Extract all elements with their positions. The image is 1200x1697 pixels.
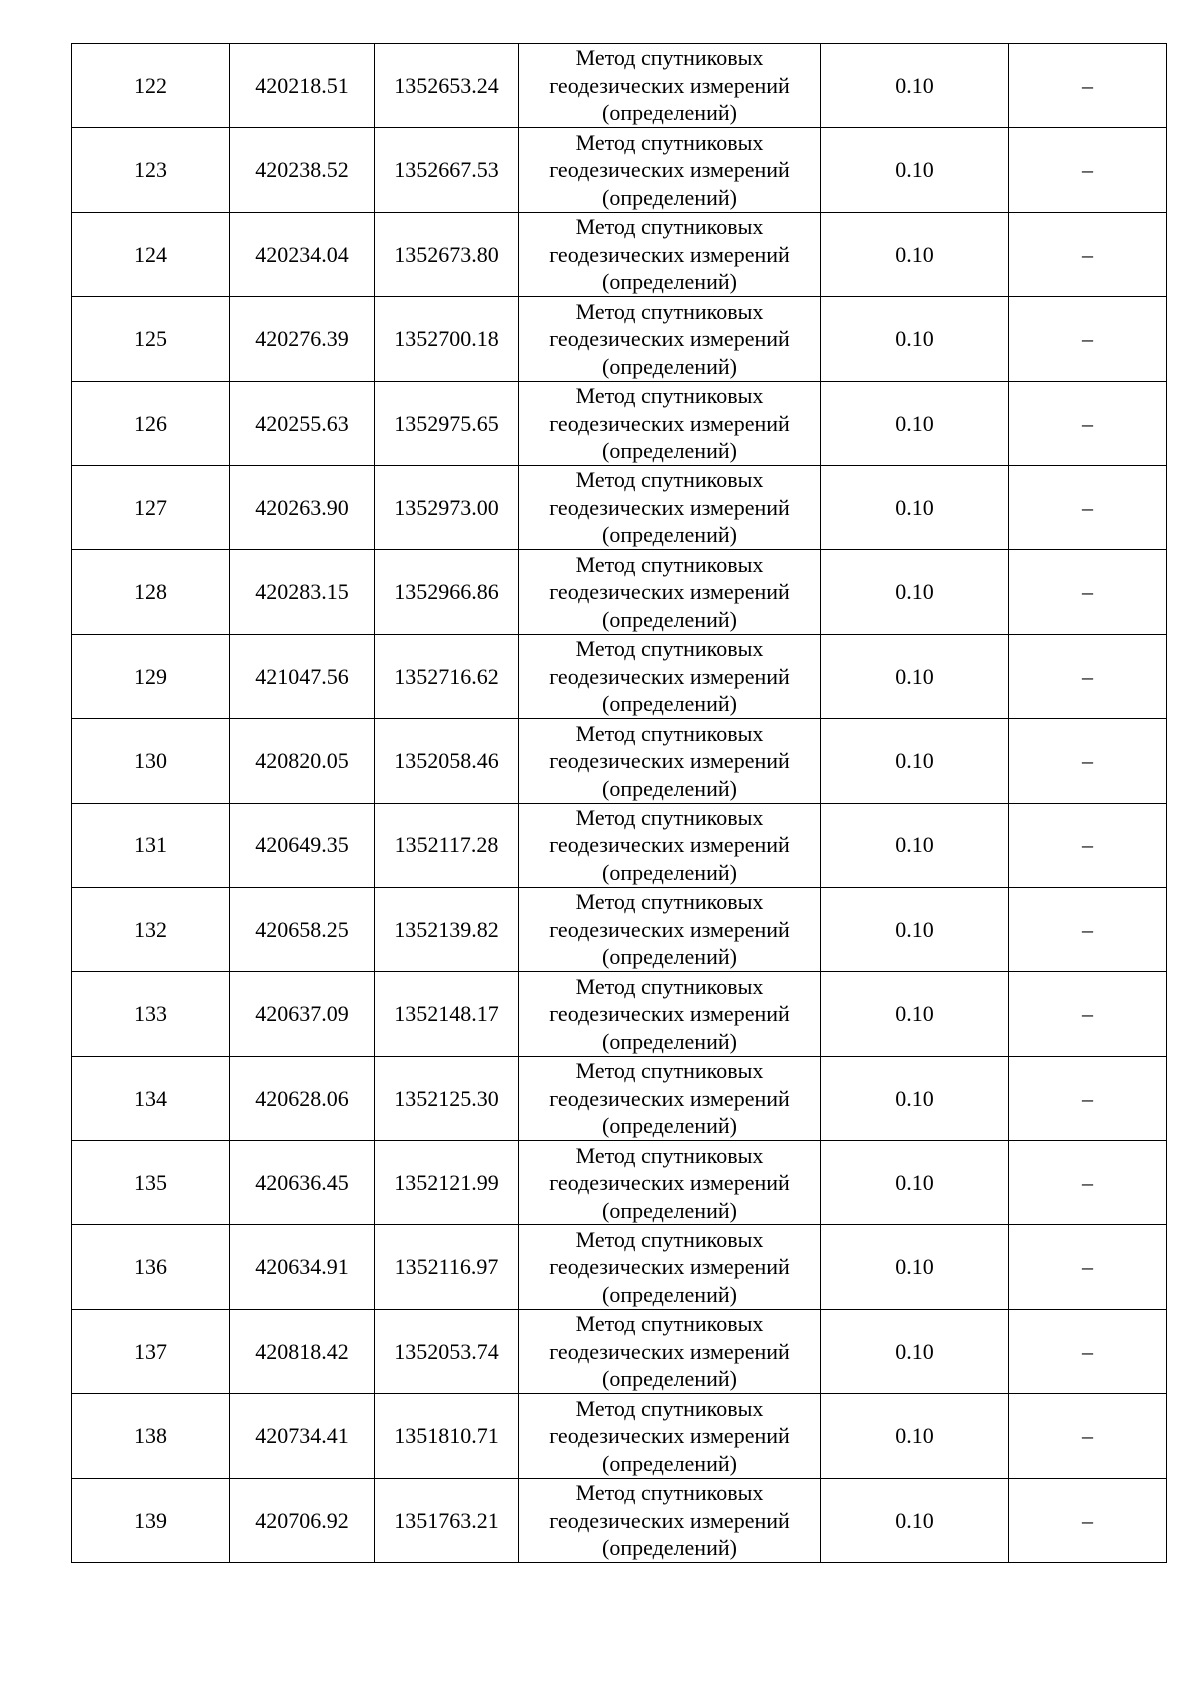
x-coordinate-cell: 421047.56 <box>230 634 375 718</box>
y-coordinate-cell: 1352125.30 <box>375 1056 519 1140</box>
method-cell: Метод спутниковых геодезических измерений (определений) <box>519 44 821 128</box>
table-row <box>72 1141 1167 1225</box>
note-cell: – <box>1009 465 1167 549</box>
accuracy-cell: 0.10 <box>821 128 1009 212</box>
note-cell: – <box>1009 297 1167 381</box>
x-coordinate-cell: 420263.90 <box>230 465 375 549</box>
y-coordinate-cell: 1352058.46 <box>375 719 519 803</box>
y-coordinate-cell: 1351763.21 <box>375 1478 519 1562</box>
point-number-cell: 134 <box>72 1056 230 1140</box>
method-cell: Метод спутниковых геодезических измерений (определений) <box>519 887 821 971</box>
x-coordinate-cell: 420634.91 <box>230 1225 375 1309</box>
method-cell: Метод спутниковых геодезических измерений (определений) <box>519 212 821 296</box>
point-number-cell: 138 <box>72 1394 230 1478</box>
y-coordinate-cell: 1352053.74 <box>375 1309 519 1393</box>
method-cell: Метод спутниковых геодезических измерений (определений) <box>519 634 821 718</box>
note-cell: – <box>1009 1309 1167 1393</box>
table-row <box>72 128 1167 212</box>
table-row <box>72 1394 1167 1478</box>
accuracy-cell: 0.10 <box>821 1225 1009 1309</box>
note-cell: – <box>1009 1394 1167 1478</box>
accuracy-cell: 0.10 <box>821 1394 1009 1478</box>
table-row <box>72 212 1167 296</box>
table-row <box>72 44 1167 128</box>
note-cell: – <box>1009 128 1167 212</box>
table-row <box>72 465 1167 549</box>
method-cell: Метод спутниковых геодезических измерений (определений) <box>519 1225 821 1309</box>
accuracy-cell: 0.10 <box>821 972 1009 1056</box>
table-row <box>72 972 1167 1056</box>
accuracy-cell: 0.10 <box>821 1056 1009 1140</box>
y-coordinate-cell: 1352139.82 <box>375 887 519 971</box>
accuracy-cell: 0.10 <box>821 297 1009 381</box>
y-coordinate-cell: 1352673.80 <box>375 212 519 296</box>
y-coordinate-cell: 1352700.18 <box>375 297 519 381</box>
note-cell: – <box>1009 1056 1167 1140</box>
method-cell: Метод спутниковых геодезических измерений (определений) <box>519 465 821 549</box>
method-cell: Метод спутниковых геодезических измерений (определений) <box>519 1309 821 1393</box>
method-cell: Метод спутниковых геодезических измерений (определений) <box>519 1478 821 1562</box>
method-cell: Метод спутниковых геодезических измерений (определений) <box>519 381 821 465</box>
method-cell: Метод спутниковых геодезических измерений (определений) <box>519 128 821 212</box>
note-cell: – <box>1009 803 1167 887</box>
point-number-cell: 123 <box>72 128 230 212</box>
table-row <box>72 297 1167 381</box>
point-number-cell: 126 <box>72 381 230 465</box>
point-number-cell: 122 <box>72 44 230 128</box>
x-coordinate-cell: 420276.39 <box>230 297 375 381</box>
point-number-cell: 129 <box>72 634 230 718</box>
y-coordinate-cell: 1352667.53 <box>375 128 519 212</box>
note-cell: – <box>1009 1225 1167 1309</box>
table-row <box>72 1056 1167 1140</box>
y-coordinate-cell: 1352975.65 <box>375 381 519 465</box>
accuracy-cell: 0.10 <box>821 550 1009 634</box>
x-coordinate-cell: 420238.52 <box>230 128 375 212</box>
x-coordinate-cell: 420637.09 <box>230 972 375 1056</box>
note-cell: – <box>1009 44 1167 128</box>
method-cell: Метод спутниковых геодезических измерений (определений) <box>519 1141 821 1225</box>
point-number-cell: 131 <box>72 803 230 887</box>
x-coordinate-cell: 420706.92 <box>230 1478 375 1562</box>
accuracy-cell: 0.10 <box>821 212 1009 296</box>
point-number-cell: 130 <box>72 719 230 803</box>
accuracy-cell: 0.10 <box>821 719 1009 803</box>
point-number-cell: 136 <box>72 1225 230 1309</box>
x-coordinate-cell: 420820.05 <box>230 719 375 803</box>
accuracy-cell: 0.10 <box>821 44 1009 128</box>
table-row <box>72 1225 1167 1309</box>
point-number-cell: 127 <box>72 465 230 549</box>
y-coordinate-cell: 1352116.97 <box>375 1225 519 1309</box>
y-coordinate-cell: 1352117.28 <box>375 803 519 887</box>
y-coordinate-cell: 1352716.62 <box>375 634 519 718</box>
method-cell: Метод спутниковых геодезических измерений (определений) <box>519 972 821 1056</box>
accuracy-cell: 0.10 <box>821 465 1009 549</box>
method-cell: Метод спутниковых геодезических измерений (определений) <box>519 297 821 381</box>
table-row <box>72 634 1167 718</box>
x-coordinate-cell: 420218.51 <box>230 44 375 128</box>
point-number-cell: 125 <box>72 297 230 381</box>
accuracy-cell: 0.10 <box>821 887 1009 971</box>
note-cell: – <box>1009 634 1167 718</box>
y-coordinate-cell: 1352973.00 <box>375 465 519 549</box>
point-number-cell: 132 <box>72 887 230 971</box>
x-coordinate-cell: 420658.25 <box>230 887 375 971</box>
table-row <box>72 803 1167 887</box>
note-cell: – <box>1009 550 1167 634</box>
method-cell: Метод спутниковых геодезических измерений (определений) <box>519 719 821 803</box>
point-number-cell: 124 <box>72 212 230 296</box>
point-number-cell: 133 <box>72 972 230 1056</box>
x-coordinate-cell: 420818.42 <box>230 1309 375 1393</box>
table-row <box>72 1478 1167 1562</box>
accuracy-cell: 0.10 <box>821 1141 1009 1225</box>
x-coordinate-cell: 420628.06 <box>230 1056 375 1140</box>
y-coordinate-cell: 1352966.86 <box>375 550 519 634</box>
y-coordinate-cell: 1352653.24 <box>375 44 519 128</box>
coordinates-table-body <box>72 44 1167 1563</box>
point-number-cell: 128 <box>72 550 230 634</box>
y-coordinate-cell: 1352121.99 <box>375 1141 519 1225</box>
table-row <box>72 719 1167 803</box>
accuracy-cell: 0.10 <box>821 1309 1009 1393</box>
method-cell: Метод спутниковых геодезических измерений (определений) <box>519 803 821 887</box>
point-number-cell: 135 <box>72 1141 230 1225</box>
note-cell: – <box>1009 381 1167 465</box>
table-row <box>72 381 1167 465</box>
table-row <box>72 887 1167 971</box>
accuracy-cell: 0.10 <box>821 1478 1009 1562</box>
note-cell: – <box>1009 1478 1167 1562</box>
note-cell: – <box>1009 972 1167 1056</box>
note-cell: – <box>1009 719 1167 803</box>
table-row <box>72 1309 1167 1393</box>
note-cell: – <box>1009 212 1167 296</box>
note-cell: – <box>1009 1141 1167 1225</box>
y-coordinate-cell: 1351810.71 <box>375 1394 519 1478</box>
x-coordinate-cell: 420636.45 <box>230 1141 375 1225</box>
point-number-cell: 137 <box>72 1309 230 1393</box>
coordinates-table <box>71 43 1167 1563</box>
x-coordinate-cell: 420234.04 <box>230 212 375 296</box>
x-coordinate-cell: 420255.63 <box>230 381 375 465</box>
accuracy-cell: 0.10 <box>821 803 1009 887</box>
x-coordinate-cell: 420649.35 <box>230 803 375 887</box>
y-coordinate-cell: 1352148.17 <box>375 972 519 1056</box>
method-cell: Метод спутниковых геодезических измерений (определений) <box>519 1056 821 1140</box>
accuracy-cell: 0.10 <box>821 381 1009 465</box>
point-number-cell: 139 <box>72 1478 230 1562</box>
note-cell: – <box>1009 887 1167 971</box>
table-row <box>72 550 1167 634</box>
x-coordinate-cell: 420283.15 <box>230 550 375 634</box>
x-coordinate-cell: 420734.41 <box>230 1394 375 1478</box>
method-cell: Метод спутниковых геодезических измерений (определений) <box>519 550 821 634</box>
accuracy-cell: 0.10 <box>821 634 1009 718</box>
method-cell: Метод спутниковых геодезических измерений (определений) <box>519 1394 821 1478</box>
